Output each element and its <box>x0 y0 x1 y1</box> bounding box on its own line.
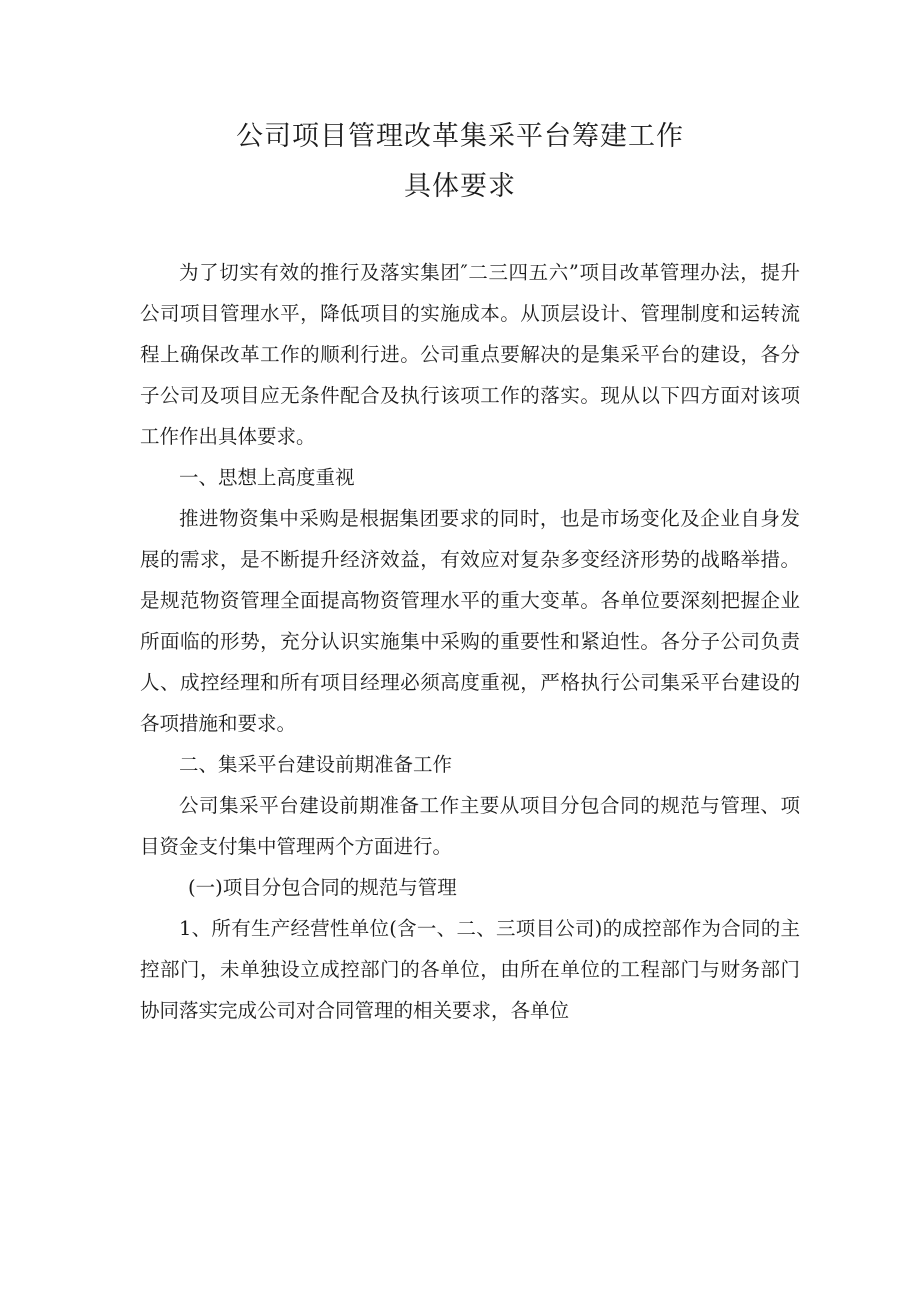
document-title <box>0 112 920 212</box>
title-line-1: 公司项目管理改革集采平台筹建工作 <box>236 121 684 152</box>
subsection-1-heading: (一)项目分包合同的规范与管理 <box>188 876 457 899</box>
document-body <box>140 252 800 1031</box>
section-2-paragraph: 公司集采平台建设前期准备工作主要从项目分包合同的规范与管理、项目资金支付集中管理两个方面进行。 <box>140 794 800 858</box>
section-1-heading: 一、思想上高度重视 <box>179 466 355 489</box>
intro-paragraph: 为了切实有效的推行及落实集团″二三四五六”项目改革管理办法，提升公司项目管理水平，降低项目的实施成本。从顶层设计、管理制度和运转流程上确保改革工作的顺利行进。公司重点要解决的是集采平台的建设，各分子公司及项目应无条件配合及执行该项工作的落实。现从以下四方面对该项工作作出具体要求。 <box>140 261 800 448</box>
title-line-2: 具体要求 <box>404 171 516 202</box>
item-1-paragraph: 1、所有生产经营性单位(含一、二、三项目公司)的成控部作为合同的主控部门，未单独设立成控部门的各单位，由所在单位的工程部门与财务部门协同落实完成公司对合同管理的相关要求，各单位 <box>140 917 800 1022</box>
section-2-heading: 二、集采平台建设前期准备工作 <box>179 753 453 776</box>
section-1-paragraph: 推进物资集中采购是根据集团要求的同时，也是市场变化及企业自身发展的需求，是不断提升经济效益，有效应对复杂多变经济形势的战略举措。是规范物资管理全面提高物资管理水平的重大变革。各单位要深刻把握企业所面临的形势，充分认识实施集中采购的重要性和紧迫性。各分子公司负责人、成控经理和所有项目经理必须高度重视，严格执行公司集采平台建设的各项措施和要求。 <box>140 507 800 735</box>
